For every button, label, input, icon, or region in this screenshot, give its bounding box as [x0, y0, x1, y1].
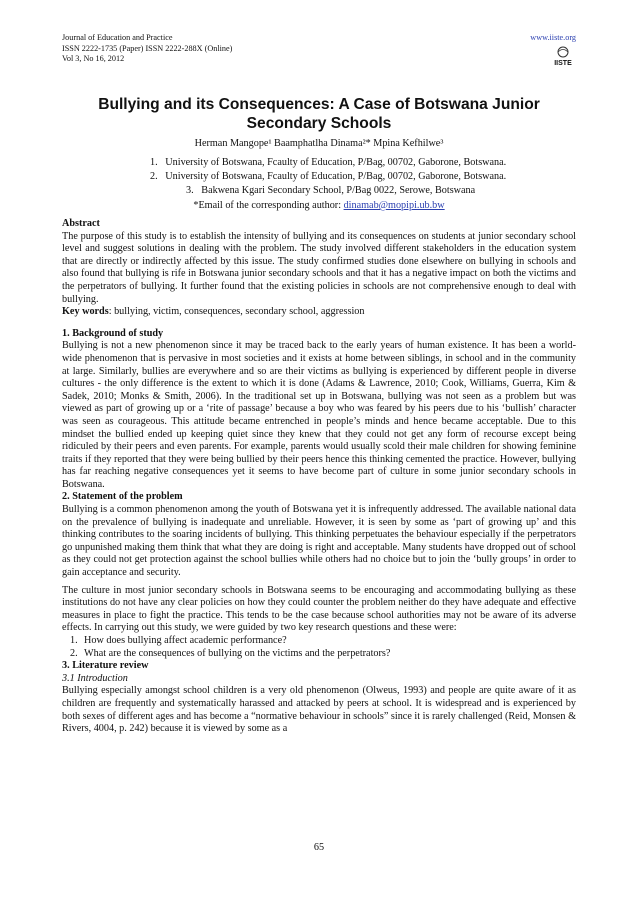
section-heading: 1. Background of study: [62, 327, 164, 339]
list-item: 1. How does bullying affect academic performance?: [70, 635, 287, 646]
research-questions: [62, 635, 576, 660]
paper-title: Bullying and its Consequences: A Case of Botswana Junior Secondary Schools: [98, 96, 540, 132]
paragraph: Bullying especially amongst school children is a very old phenomenon (Olweus, 1993) and people are quite aware of it as children are frequently and systematically harassed and attacked by peers at school. It is widespread and is experienced by both sexes of different ages and has become a “normative behaviour in schools” since it is rarely challenged (Reid, Monsen & Rivers, 4004, p. 242) because it is viewed by some as a: [62, 685, 576, 735]
journal-url[interactable]: www.iiste.org: [530, 33, 576, 42]
abstract-heading: Abstract: [62, 218, 100, 229]
journal-volume: Vol 3, No 16, 2012: [62, 54, 125, 63]
iiste-logo: [552, 45, 574, 67]
journal-header: [62, 33, 576, 65]
author-list: Herman Mangope¹ Baamphatlha Dinama²* Mpina Kefhilwe³: [194, 138, 444, 149]
svg-text:IISTE: IISTE: [554, 60, 572, 67]
email-link[interactable]: dinamab@mopipi.ub.bw: [343, 200, 445, 211]
page-number: 65: [313, 842, 325, 853]
section-heading: 3. Literature review: [62, 660, 149, 672]
corresponding-email: *Email of the corresponding author: dinamab@mopipi.ub.bw: [193, 200, 445, 211]
paragraph: Bullying is not a new phenomenon since it may be traced back to the early years of human existence. It has been a world-wide phenomenon that is pervasive in most societies and it exists at home between siblings, in school and in the community at large. Similarly, bullies are everywhere and so are their victims as bullying is experienced by different people in diverse cultures - the only difference is the extent to which it is done (Adams & Lawrence, 2010; Cook, Williams, Guerra, Kim & Sadek, 2010; Monks & Smith, 2006). In the traditional set up in Botswana, bullying was not seen as a problem but was viewed as part of growing up or a ‘rite of passage’ because a boy who was feared by his peers due to his ‘bullish’ character was seen as courageous. This attitude became entrenched in people’s minds and hence became acceptable. Due to this mindset the bullied ended up keeping quiet since they knew that they could not get any form of recourse except being ridiculed by their peers and even parents. For example, parents would usually scold their male children for showing feminine traits if they reported that they were being bullied by their peers hence this thinking cemented the practice. However, bullying has far reaching negative consequences yet it seems to have become part of culture in some junior secondary schools in Botswana.: [62, 340, 576, 490]
paragraph: Bullying is a common phenomenon among the youth of Botswana yet it is infrequently addressed. The available national data on the prevalence of bullying is inadequate and unreliable. However, it is seen by some as ‘part of growing up’ and this thinking contributes to the soaring incidents of bullying. This thinking perpetuates the behaviour especially if the perpetrators go unpunished making them think that what they are doing is right and acceptable. Many students have dropped out of school as they could not get protection against the school bullies while others had no choice but to join the ‘bully groups’ in order to gain acceptance and security.: [62, 504, 576, 579]
subsection-heading: 3.1 Introduction: [62, 672, 128, 684]
journal-issn: ISSN 2222-1735 (Paper) ISSN 2222-288X (Online): [62, 43, 233, 53]
affiliation-item: 3. Bakwena Kgari Secondary School, P/Bag 0022, Serowe, Botswana: [186, 185, 476, 196]
affiliation-item: 1. University of Botswana, Fcaulty of Education, P/Bag, 00702, Gaborone, Botswana.: [150, 157, 507, 168]
journal-name: Journal of Education and Practice: [62, 33, 173, 42]
affiliation-item: 2. University of Botswana, Fcaulty of Education, P/Bag, 00702, Gaborone, Botswana.: [150, 171, 507, 182]
abstract-text: The purpose of this study is to establish the intensity of bullying and its consequences on students at junior secondary school level and suggest solutions in dealing with the problem. The study involved different stakeholders in the education system that are directly or indirectly affected by this issue. The study confirmed studies done elsewhere on bullying in schools and also found that bullying is rife in Botswana junior secondary schools and that it has a negative impact on both the victims and the perpetrators of bullying. It further found that the existing policies in schools are not comprehensive enough to deal with bullying.: [62, 230, 576, 305]
paper-body: [62, 218, 576, 736]
section-heading: 2. Statement of the problem: [62, 491, 183, 503]
paragraph: The culture in most junior secondary schools in Botswana seems to be encouraging and accommodating bullying as these institutions do not have any clear policies on how they could counter the problem neither do they have adequate and effective measures in place to fight the practice. This tends to be the case because school authorities may not be aware of its adverse effects. In carrying out this study, we were guided by two key research questions and these were:: [62, 584, 576, 634]
keywords-line: Key words: bullying, victim, consequences, secondary school, aggression: [62, 306, 365, 318]
list-item: 2. What are the consequences of bullying on the victims and the perpetrators?: [70, 647, 391, 659]
